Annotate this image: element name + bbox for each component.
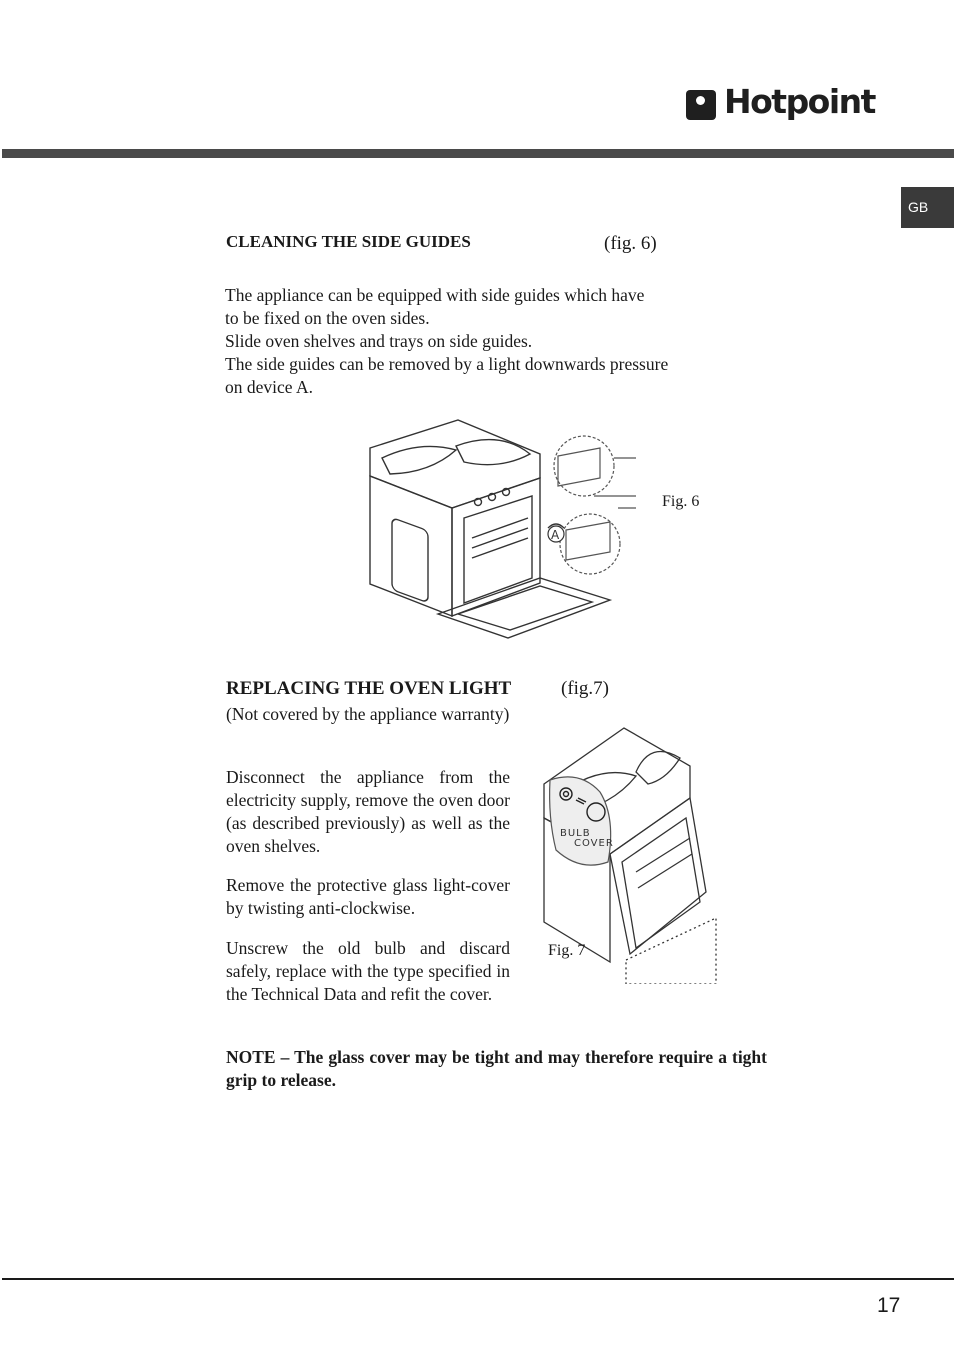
fig7-label: Fig. 7: [548, 942, 586, 959]
step-replace-bulb: Unscrew the old bulb and discard safely, replace with the type specified in the Technical Data and refit the cover.: [226, 938, 510, 1004]
cover-label: COVER: [574, 838, 614, 849]
fig6-label: Fig. 6: [662, 493, 700, 510]
text-line: The side guides can be removed by a light downwards pressure: [225, 354, 669, 374]
fig7-reference: (fig.7): [561, 678, 610, 699]
text-line: on device A.: [225, 377, 313, 397]
fig6-oven-illustration: [360, 418, 650, 668]
text-line: to be fixed on the oven sides.: [225, 308, 430, 328]
header-divider: [2, 149, 954, 158]
brand-name: Hotpoint: [724, 82, 875, 121]
text-line: Slide oven shelves and trays on side guides.: [225, 331, 533, 351]
warranty-note: (Not covered by the appliance warranty): [226, 704, 510, 724]
section-title-side-guides: CLEANING THE SIDE GUIDES: [226, 232, 471, 251]
fig6-reference: (fig. 6): [604, 233, 657, 254]
step-remove-cover: Remove the protective glass light-cover by twisting anti-clockwise.: [226, 875, 510, 918]
hotpoint-logo-icon: [686, 90, 716, 120]
language-tab: GB: [901, 187, 954, 228]
step-disconnect: Disconnect the appliance from the electricity supply, remove the oven door (as described previously) as well as the oven shelves.: [226, 767, 510, 856]
bulb-label: BULB: [560, 828, 591, 839]
text-line: The appliance can be equipped with side guides which have: [225, 285, 645, 305]
callout-a: A: [551, 528, 560, 542]
safety-note: NOTE – The glass cover may be tight and may therefore require a tight grip to release.: [226, 1047, 767, 1090]
page-number: 17: [877, 1294, 901, 1317]
side-guides-text: [225, 284, 750, 399]
hotpoint-logo: [686, 82, 876, 126]
section-title-oven-light: REPLACING THE OVEN LIGHT: [226, 678, 512, 699]
footer-divider: [2, 1278, 954, 1280]
